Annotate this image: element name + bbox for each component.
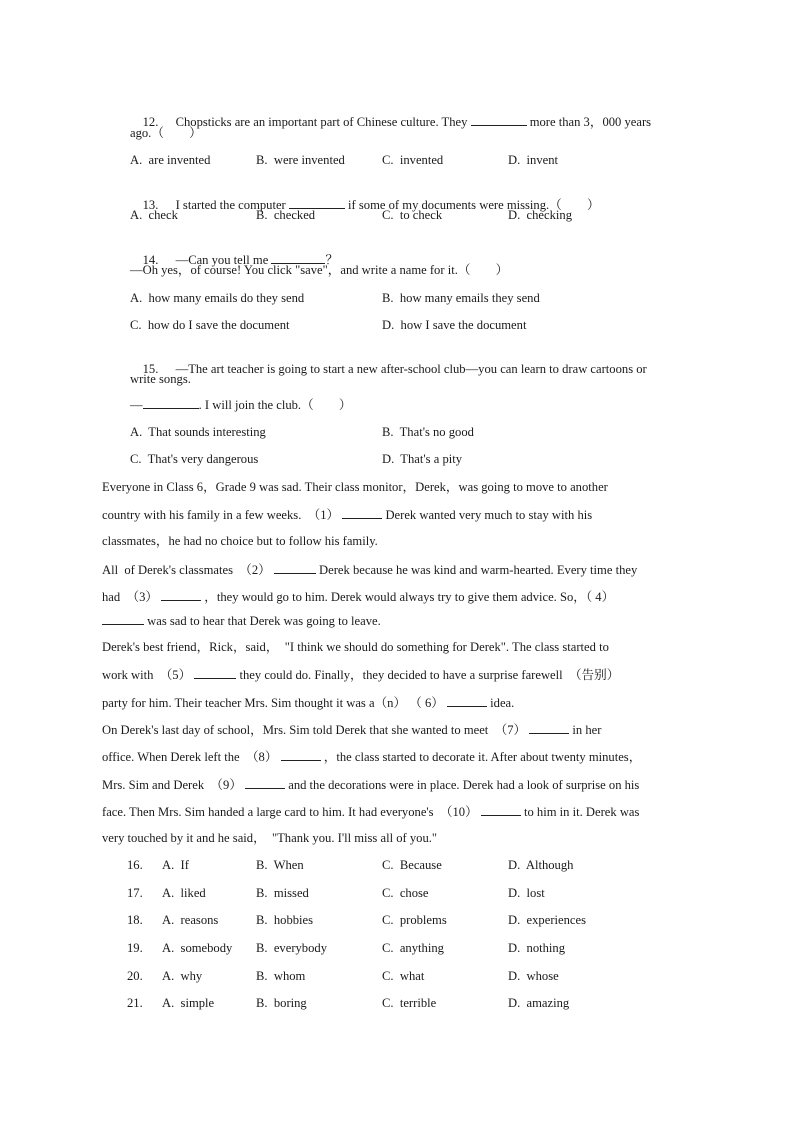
passage-text: office. When Derek left the （8） — [102, 750, 278, 764]
passage-line — [102, 748, 641, 765]
answer-blank — [342, 506, 382, 519]
option-b: B. checked — [256, 208, 316, 222]
question-15-reply — [130, 396, 351, 413]
passage-line — [102, 588, 614, 605]
passage-text: On Derek's last day of school，Mrs. Sim told Derek that she wanted to meet （7） — [102, 723, 527, 737]
passage-line: very touched by it and he said， "Thank you. I'll miss all of you." — [102, 831, 438, 845]
passage-text: had （3） — [102, 590, 158, 604]
passage-text: face. Then Mrs. Sim handed a large card to him. It had everyone's （10） — [102, 805, 478, 819]
passage-text: Derek wanted very much to stay with his — [382, 508, 593, 522]
answer-blank — [471, 113, 527, 126]
passage-text: work with （5） — [102, 668, 192, 682]
passage-text: and the decorations were in place. Derek had a look of surprise on his — [285, 778, 640, 792]
option-c: C. what — [382, 969, 425, 983]
passage-text: to him in it. Derek was — [520, 805, 640, 819]
passage-line — [102, 612, 381, 629]
passage-line: classmates，he had no choice but to follow his family. — [102, 534, 378, 548]
option-d: D. whose — [508, 969, 559, 983]
option-a: A. simple — [162, 996, 215, 1010]
passage-text: Mrs. Sim and Derek （9） — [102, 778, 242, 792]
option-b: B. whom — [256, 969, 306, 983]
answer-blank — [274, 561, 316, 574]
option-d: D. amazing — [508, 996, 570, 1010]
passage-line: Derek's best friend，Rick，said， "I think we should do something for Derek". The class started to — [102, 640, 609, 654]
passage-text: idea. — [487, 696, 515, 710]
option-d: D. lost — [508, 886, 545, 900]
option-c: C. chose — [382, 886, 429, 900]
passage-text: was sad to hear that Derek was going to leave. — [144, 614, 381, 628]
option-d: D. checking — [508, 208, 572, 222]
option-a: A. are invented — [130, 153, 211, 167]
passage-text: in her — [569, 723, 602, 737]
option-b: B. boring — [256, 996, 307, 1010]
answer-blank — [481, 803, 521, 816]
option-d: D. nothing — [508, 941, 566, 955]
passage-text: country with his family in a few weeks. （1） — [102, 508, 340, 522]
option-b: B. missed — [256, 886, 309, 900]
option-b: B. everybody — [256, 941, 327, 955]
option-c: C. terrible — [382, 996, 437, 1010]
answer-blank — [143, 396, 199, 409]
option-c: C. anything — [382, 941, 444, 955]
question-text: —The art teacher is going to start a new after-school club—you can learn to draw cartoons or — [175, 362, 647, 376]
passage-line — [102, 694, 514, 711]
answer-blank — [194, 666, 236, 679]
question-text: —Can you tell me — [175, 253, 269, 267]
option-d: D. how I save the document — [382, 318, 527, 332]
question-text: I started the computer — [175, 198, 286, 212]
passage-line — [102, 721, 601, 738]
option-c: C. That's very dangerous — [130, 452, 259, 466]
question-number: 12. — [142, 115, 159, 129]
question-14-reply: —Oh yes，of course! You click "save"，and write a name for it.（ ） — [130, 263, 509, 277]
option-c: C. problems — [382, 913, 447, 927]
passage-text: Derek because he was kind and warm-hearted. Every time they — [315, 563, 638, 577]
option-d: D. Although — [508, 858, 574, 872]
option-b: B. hobbies — [256, 913, 314, 927]
option-d: D. experiences — [508, 913, 586, 927]
option-b: B. When — [256, 858, 304, 872]
passage-line — [102, 776, 639, 793]
question-text: . I will join the club.（ ） — [198, 398, 352, 412]
option-d: D. invent — [508, 153, 559, 167]
dash: — — [130, 398, 143, 412]
option-a: A. why — [162, 969, 203, 983]
passage-text: All of Derek's classmates （2） — [102, 563, 271, 577]
option-b: B. That's no good — [382, 425, 474, 439]
question-number: 13. — [142, 198, 159, 212]
passage-text: ，the class started to decorate it. After about twenty minutes， — [320, 750, 642, 764]
answer-blank — [245, 776, 285, 789]
option-a: A. how many emails do they send — [130, 291, 305, 305]
question-15-stem — [130, 345, 647, 393]
question-12-stem-cont: ago.（ ） — [130, 126, 202, 140]
option-c: C. to check — [382, 208, 443, 222]
passage-text: they could do. Finally，they decided to have a surprise farewell （告别） — [236, 668, 620, 682]
option-a: A. check — [130, 208, 178, 222]
option-a: A. somebody — [162, 941, 233, 955]
choice-number: 18. — [127, 913, 143, 927]
question-text: Chopsticks are an important part of Chinese culture. They — [175, 115, 468, 129]
question-text: more than 3，000 years — [526, 115, 652, 129]
option-b: B. how many emails they send — [382, 291, 540, 305]
answer-blank — [102, 612, 144, 625]
question-number: 15. — [142, 362, 159, 376]
passage-line: Everyone in Class 6，Grade 9 was sad. Their class monitor，Derek，was going to move to another — [102, 480, 608, 494]
option-b: B. were invented — [256, 153, 345, 167]
question-number: 14. — [142, 253, 159, 267]
question-12-stem — [130, 97, 651, 146]
question-text: ？ — [325, 253, 339, 267]
passage-line — [102, 803, 639, 820]
answer-blank — [281, 748, 321, 761]
option-a: A. If — [162, 858, 189, 872]
question-15-stem-cont: write songs. — [130, 372, 191, 386]
passage-line — [102, 506, 592, 523]
option-c: C. invented — [382, 153, 444, 167]
option-a: A. That sounds interesting — [130, 425, 266, 439]
passage-line — [102, 666, 619, 683]
question-text: if some of my documents were missing.（ ） — [344, 198, 600, 212]
choice-number: 17. — [127, 886, 143, 900]
option-a: A. liked — [162, 886, 206, 900]
choice-number: 21. — [127, 996, 143, 1010]
choice-number: 19. — [127, 941, 143, 955]
choice-number: 20. — [127, 969, 143, 983]
answer-blank — [161, 588, 201, 601]
choice-number: 16. — [127, 858, 143, 872]
option-d: D. That's a pity — [382, 452, 463, 466]
option-a: A. reasons — [162, 913, 219, 927]
answer-blank — [447, 694, 487, 707]
passage-text: ，they would go to him. Derek would always try to give them advice. So，（ 4） — [201, 590, 615, 604]
passage-line — [102, 561, 637, 578]
passage-text: party for him. Their teacher Mrs. Sim thought it was a（n） （ 6） — [102, 696, 444, 710]
option-c: C. Because — [382, 858, 442, 872]
answer-blank — [529, 721, 569, 734]
option-c: C. how do I save the document — [130, 318, 290, 332]
